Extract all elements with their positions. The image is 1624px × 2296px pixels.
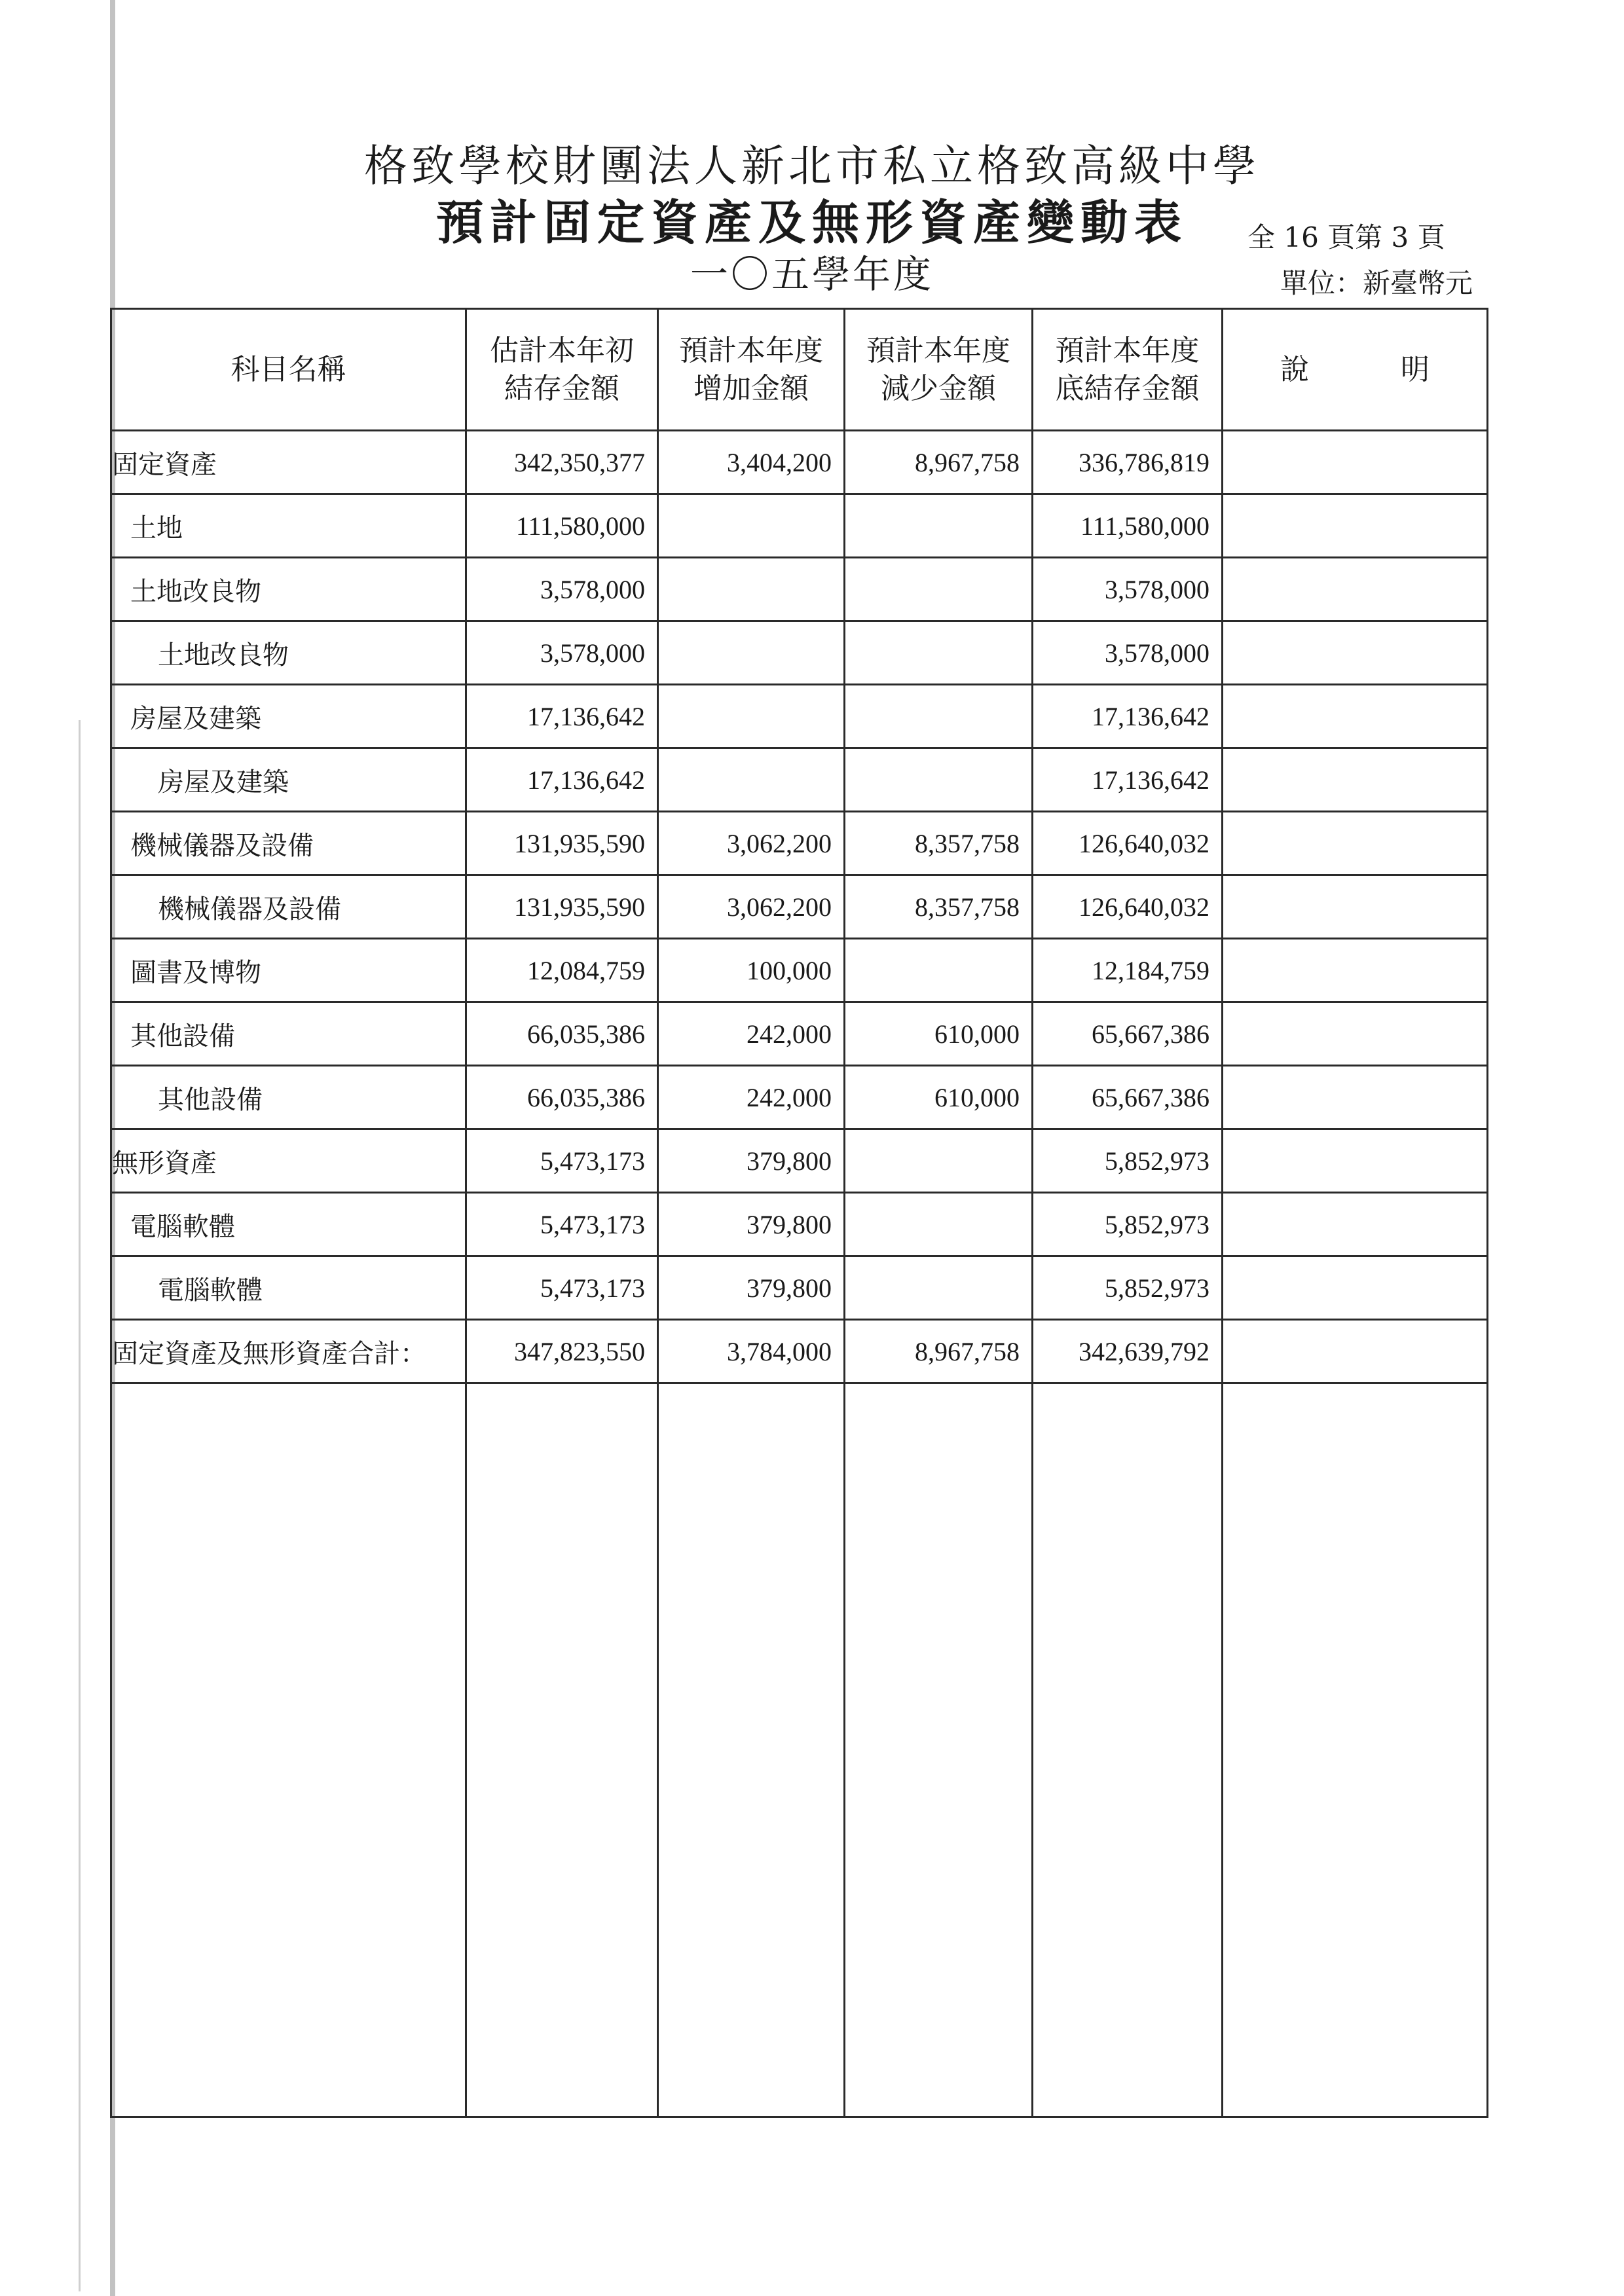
increase-amount-cell: 3,062,200 — [658, 875, 845, 939]
decrease-amount-cell — [845, 558, 1033, 621]
opening-balance-cell: 66,035,386 — [466, 1002, 658, 1066]
row-name-cell: 機械儀器及設備 — [111, 812, 466, 875]
note-cell — [1223, 431, 1488, 494]
closing-balance-cell: 342,639,792 — [1033, 1320, 1223, 1383]
note-cell — [1223, 748, 1488, 812]
increase-amount-cell: 242,000 — [658, 1002, 845, 1066]
page-info: 全 16 頁第 3 頁 — [1247, 221, 1445, 253]
note-cell — [1223, 1256, 1488, 1320]
note-cell — [1223, 1193, 1488, 1256]
row-name-cell: 土地改良物 — [111, 558, 466, 621]
closing-balance-cell: 12,184,759 — [1033, 939, 1223, 1002]
increase-amount-cell: 100,000 — [658, 939, 845, 1002]
asset-change-table — [110, 308, 1488, 2118]
opening-balance-cell: 3,578,000 — [466, 621, 658, 685]
empty-cell — [466, 1383, 658, 2117]
organization-name: 格致學校財團法人新北市私立格致高級中學 — [364, 141, 1260, 191]
note-cell — [1223, 494, 1488, 558]
decrease-amount-cell — [845, 685, 1033, 748]
closing-balance-cell: 5,852,973 — [1033, 1256, 1223, 1320]
opening-balance-cell: 12,084,759 — [466, 939, 658, 1002]
row-name-cell: 無形資產 — [111, 1129, 466, 1193]
table-header-row — [111, 309, 1488, 431]
row-name-cell: 電腦軟體 — [111, 1193, 466, 1256]
increase-amount-cell — [658, 748, 845, 812]
scan-shadow-line — [79, 720, 81, 2291]
row-name-cell: 電腦軟體 — [111, 1256, 466, 1320]
total-row — [111, 1320, 1488, 1383]
empty-filler-row — [111, 1383, 1488, 2117]
table-row — [111, 1193, 1488, 1256]
decrease-amount-cell — [845, 1193, 1033, 1256]
increase-amount-cell — [658, 685, 845, 748]
empty-cell — [1033, 1383, 1223, 2117]
decrease-amount-cell: 8,357,758 — [845, 812, 1033, 875]
row-name-cell: 土地改良物 — [111, 621, 466, 685]
column-header-opening: 估計本年初 結存金額 — [466, 309, 658, 431]
closing-balance-cell: 126,640,032 — [1033, 812, 1223, 875]
closing-balance-cell: 3,578,000 — [1033, 558, 1223, 621]
table-row — [111, 875, 1488, 939]
opening-balance-cell: 131,935,590 — [466, 875, 658, 939]
closing-balance-cell: 17,136,642 — [1033, 748, 1223, 812]
decrease-amount-cell: 8,357,758 — [845, 875, 1033, 939]
currency-unit: 單位：新臺幣元 — [1280, 267, 1473, 299]
closing-balance-cell: 111,580,000 — [1033, 494, 1223, 558]
note-cell — [1223, 1129, 1488, 1193]
fiscal-year: 一〇五學年度 — [690, 252, 934, 297]
increase-amount-cell: 242,000 — [658, 1066, 845, 1129]
note-cell — [1223, 685, 1488, 748]
report-title: 預計固定資產及無形資產變動表 — [435, 194, 1188, 250]
increase-amount-cell: 3,404,200 — [658, 431, 845, 494]
note-cell — [1223, 812, 1488, 875]
table-row — [111, 1129, 1488, 1193]
row-name-cell: 其他設備 — [111, 1002, 466, 1066]
row-name-cell: 圖書及博物 — [111, 939, 466, 1002]
table-row — [111, 748, 1488, 812]
row-name-cell: 房屋及建築 — [111, 685, 466, 748]
decrease-amount-cell — [845, 621, 1033, 685]
opening-balance-cell: 17,136,642 — [466, 685, 658, 748]
increase-amount-cell: 3,062,200 — [658, 812, 845, 875]
column-header-name: 科目名稱 — [111, 309, 466, 431]
opening-balance-cell: 131,935,590 — [466, 812, 658, 875]
row-name-cell: 機械儀器及設備 — [111, 875, 466, 939]
decrease-amount-cell — [845, 1256, 1033, 1320]
note-cell — [1223, 1320, 1488, 1383]
closing-balance-cell: 5,852,973 — [1033, 1193, 1223, 1256]
note-cell — [1223, 1066, 1488, 1129]
column-header-note: 說 明 — [1223, 309, 1488, 431]
closing-balance-cell: 336,786,819 — [1033, 431, 1223, 494]
opening-balance-cell: 5,473,173 — [466, 1256, 658, 1320]
row-name-cell: 固定資產 — [111, 431, 466, 494]
table-row — [111, 431, 1488, 494]
closing-balance-cell: 17,136,642 — [1033, 685, 1223, 748]
row-name-cell: 固定資產及無形資產合計： — [111, 1320, 466, 1383]
table-row — [111, 1066, 1488, 1129]
table-row — [111, 494, 1488, 558]
closing-balance-cell: 3,578,000 — [1033, 621, 1223, 685]
column-header-closing: 預計本年度 底結存金額 — [1033, 309, 1223, 431]
note-cell — [1223, 939, 1488, 1002]
opening-balance-cell: 3,578,000 — [466, 558, 658, 621]
table-row — [111, 812, 1488, 875]
note-cell — [1223, 558, 1488, 621]
row-name-cell: 房屋及建築 — [111, 748, 466, 812]
row-name-cell: 土地 — [111, 494, 466, 558]
note-cell — [1223, 621, 1488, 685]
decrease-amount-cell — [845, 494, 1033, 558]
decrease-amount-cell — [845, 939, 1033, 1002]
increase-amount-cell: 3,784,000 — [658, 1320, 845, 1383]
decrease-amount-cell: 8,967,758 — [845, 431, 1033, 494]
increase-amount-cell — [658, 621, 845, 685]
increase-amount-cell: 379,800 — [658, 1193, 845, 1256]
opening-balance-cell: 5,473,173 — [466, 1193, 658, 1256]
decrease-amount-cell: 8,967,758 — [845, 1320, 1033, 1383]
opening-balance-cell: 111,580,000 — [466, 494, 658, 558]
table-row — [111, 685, 1488, 748]
increase-amount-cell — [658, 494, 845, 558]
table-row — [111, 1256, 1488, 1320]
increase-amount-cell: 379,800 — [658, 1256, 845, 1320]
empty-cell — [111, 1383, 466, 2117]
opening-balance-cell: 66,035,386 — [466, 1066, 658, 1129]
column-header-increase: 預計本年度 增加金額 — [658, 309, 845, 431]
opening-balance-cell: 17,136,642 — [466, 748, 658, 812]
decrease-amount-cell: 610,000 — [845, 1066, 1033, 1129]
increase-amount-cell — [658, 558, 845, 621]
closing-balance-cell: 65,667,386 — [1033, 1066, 1223, 1129]
decrease-amount-cell: 610,000 — [845, 1002, 1033, 1066]
table-row — [111, 1002, 1488, 1066]
opening-balance-cell: 347,823,550 — [466, 1320, 658, 1383]
row-name-cell: 其他設備 — [111, 1066, 466, 1129]
opening-balance-cell: 342,350,377 — [466, 431, 658, 494]
opening-balance-cell: 5,473,173 — [466, 1129, 658, 1193]
column-header-decrease: 預計本年度 減少金額 — [845, 309, 1033, 431]
increase-amount-cell: 379,800 — [658, 1129, 845, 1193]
empty-cell — [845, 1383, 1033, 2117]
closing-balance-cell: 65,667,386 — [1033, 1002, 1223, 1066]
table-row — [111, 558, 1488, 621]
decrease-amount-cell — [845, 1129, 1033, 1193]
note-cell — [1223, 875, 1488, 939]
empty-cell — [1223, 1383, 1488, 2117]
closing-balance-cell: 5,852,973 — [1033, 1129, 1223, 1193]
table-row — [111, 621, 1488, 685]
table-row — [111, 939, 1488, 1002]
note-cell — [1223, 1002, 1488, 1066]
empty-cell — [658, 1383, 845, 2117]
decrease-amount-cell — [845, 748, 1033, 812]
closing-balance-cell: 126,640,032 — [1033, 875, 1223, 939]
